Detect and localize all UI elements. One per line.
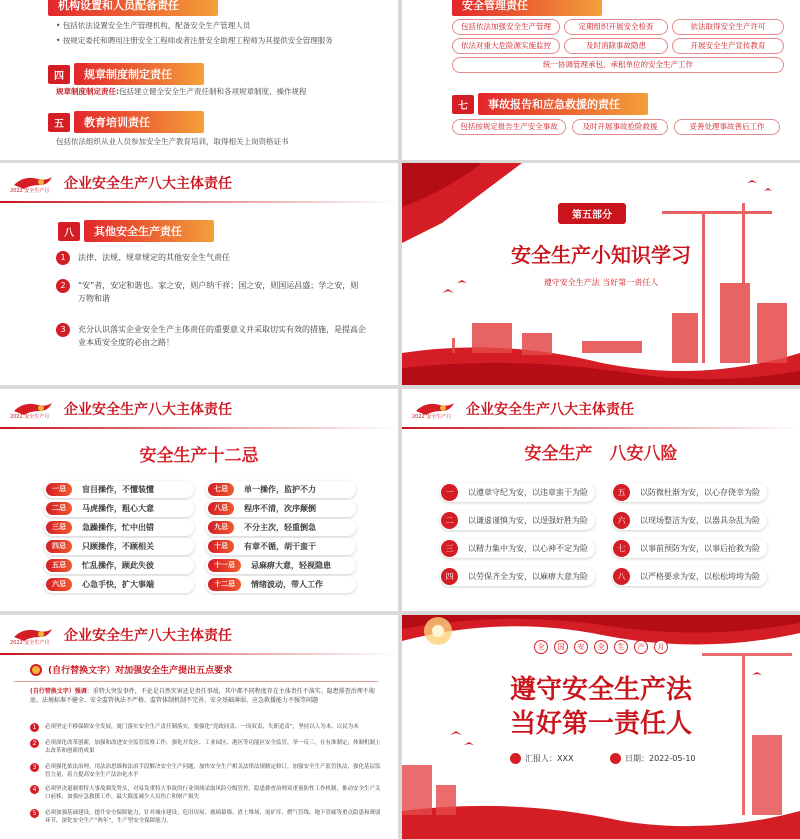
- section-number: 五: [48, 113, 70, 132]
- pill-item: 包括按规定报告生产安全事故: [452, 119, 566, 135]
- bold-label: 规章制度制定责任:: [56, 87, 119, 96]
- risk-number: 三: [441, 540, 458, 557]
- logo-year: 2022: [10, 640, 23, 646]
- item-text: 法律、法规、规章规定的其他安全生气责任: [78, 253, 230, 262]
- calendar-icon: [610, 753, 621, 764]
- text: 包括建立健全安全生产责任制和各项规章制度、操作规程: [119, 87, 307, 96]
- logo-label: 安全生产月: [24, 414, 50, 420]
- slide-title: 安全生产小知识学习: [511, 243, 691, 267]
- pill-item: 依法取得安全生产许可: [672, 19, 784, 35]
- pill-item: 妥善处理事故善后工作: [674, 119, 780, 135]
- item-number: 3: [56, 323, 70, 337]
- section-7-header: [452, 94, 648, 114]
- slide-subtitle: 遵守安全生产法 当好第一责任人: [543, 278, 659, 287]
- emblem-icon: [30, 664, 42, 676]
- risk-item: [440, 511, 595, 530]
- taboo-item: [206, 576, 356, 593]
- logo-text: [10, 639, 49, 646]
- reporter-name: XXX: [557, 754, 574, 763]
- taboo-tag: 七忌: [208, 483, 234, 496]
- slide-title: 企业安全生产八大主体责任: [64, 628, 232, 644]
- section-number: 七: [452, 95, 474, 114]
- risk-number: 六: [613, 512, 630, 529]
- slide-title: 企业安全生产八大主体责任: [466, 402, 634, 418]
- reporter-label: 汇报人：: [525, 754, 557, 763]
- risk-number: 二: [441, 512, 458, 529]
- taboo-text: 情绪波动，带人工作: [251, 580, 323, 589]
- risk-text: 以严格要求为安，以松松垮垮为险: [640, 572, 760, 581]
- list-item: [56, 323, 366, 349]
- requirement-number: 3: [30, 763, 39, 772]
- taboo-item: [44, 557, 194, 574]
- risk-text: 以劳保齐全为安，以麻痹大意为险: [468, 572, 588, 581]
- taboo-tag: 九忌: [208, 521, 234, 534]
- banner-char: 国: [554, 640, 568, 654]
- pill-item: 包括依法加强安全生产管理: [452, 19, 560, 35]
- user-icon: [510, 753, 521, 764]
- pill-item: 依法对重大危险源实施监控: [452, 38, 560, 54]
- bullet-item: • 按规定委托和聘用注册安全工程师或者注册安全助理工程师为其提供安全管理服务: [56, 36, 333, 45]
- item-number: 1: [56, 251, 70, 265]
- item-text: “安”者，安定和谐也。家之安，则户纳千祥；国之安，则国运昌盛；学之安，则万物和谐: [78, 281, 359, 303]
- section-items: [56, 20, 376, 47]
- logo-label: 安全生产月: [426, 414, 452, 420]
- slide-heading: 安全生产 八安八险: [524, 444, 678, 464]
- date-info: [610, 753, 696, 764]
- requirement-header: [30, 663, 232, 676]
- section-title: 教育培训责任: [74, 111, 204, 133]
- requirement-text: 必须坚决遏制重特大事故频发势头，对易发重特大事故的行业领域采取风险分级管控、隐患排查治理双重预防性工作机制，推动安全生产关口前移，加强应急救援工作，最大限度减少人员伤亡和财产损失: [45, 786, 381, 800]
- taboo-text: 程序不清，次序颠倒: [244, 504, 316, 513]
- list-item: [56, 279, 366, 305]
- pill-item: 定期组织开展安全检查: [564, 19, 668, 35]
- section-title: 安全管理责任: [452, 0, 602, 16]
- slide-title: 企业安全生产八大主体责任: [64, 176, 232, 192]
- section-title: 规章制度制定责任: [74, 63, 204, 85]
- banner-char: 产: [634, 640, 648, 654]
- bullet-text: 按规定委托和聘用注册安全工程师或者注册安全助理工程师为其提供安全管理服务: [62, 36, 333, 45]
- title-divider: [402, 427, 800, 429]
- safety-month-logo: [10, 173, 56, 199]
- pill-item: 及时消除事故隐患: [564, 38, 668, 54]
- taboo-text: 有章不循，胡干蛮干: [244, 542, 316, 551]
- taboo-item: [206, 538, 356, 555]
- pill-item: 开展安全生产宣传教育: [672, 38, 784, 54]
- taboo-tag: 四忌: [46, 540, 72, 553]
- section-title-bar: [48, 0, 218, 16]
- taboo-text: 马虎操作，粗心大意: [82, 504, 154, 513]
- taboo-item: [44, 576, 194, 593]
- safety-month-logo: [10, 625, 56, 651]
- requirement-item: [30, 739, 382, 755]
- pill-item-wide: 统一协调管理承包、承租单位的安全生产工作: [452, 57, 784, 73]
- requirement-number: 5: [30, 809, 39, 818]
- intro-paragraph: [30, 687, 382, 705]
- slide-title: 企业安全生产八大主体责任: [64, 402, 232, 418]
- taboo-text: 心急手快，扩大事端: [82, 580, 154, 589]
- logo-label: 安全生产月: [24, 188, 50, 194]
- taboo-tag: 十二忌: [208, 578, 241, 591]
- risk-item: [440, 539, 595, 558]
- safety-month-logo: [412, 399, 458, 425]
- taboo-tag: 十一忌: [208, 559, 241, 572]
- risk-number: 八: [613, 568, 630, 585]
- banner-char: 安: [574, 640, 588, 654]
- slide-6[interactable]: [402, 389, 800, 611]
- requirement-text: 必须深化改革创新，加强和改进安全监管监察工作，强化开发区、工业园区、港区等功能区安全监管，举一反三，在有准制定，体制机制上去改革和创新的成果: [45, 740, 381, 754]
- risk-text: 以精力集中为安，以心神不定为险: [468, 544, 588, 553]
- date-label: 日期：: [625, 754, 649, 763]
- bullet-text: 包括依法设置安全生产管理机构，配备安全生产管理人员: [62, 21, 251, 30]
- taboo-tag: 十忌: [208, 540, 234, 553]
- logo-text: [412, 413, 451, 420]
- section-8-header: [58, 221, 214, 241]
- taboo-text: 不分主次，轻重倒急: [244, 523, 316, 532]
- logo-year: 2022: [10, 188, 23, 194]
- risk-text: 以遵章守纪为安，以违章蛮干为险: [468, 488, 588, 497]
- risk-text: 以谦虚谨慎为安，以逞强好胜为险: [468, 516, 588, 525]
- requirement-item: [30, 809, 382, 825]
- slide-4[interactable]: [402, 163, 800, 385]
- section-title: 其他安全生产责任: [84, 220, 214, 242]
- divider: [14, 681, 378, 682]
- taboo-text: 盲目操作，不懂装懂: [82, 485, 154, 494]
- intro-text: ：重特大突发事件，不论是自然灾害还是责任事故，其中都不同程度存在主体责任不落实、隐患排查治理不彻底、法规标准不健全、安全监管执法不严格、监管体制机制不完善、安全基础薄弱、应急救援能力不强等问题: [30, 688, 375, 704]
- banner-char: 全: [594, 640, 608, 654]
- taboo-tag: 一忌: [46, 483, 72, 496]
- requirement-item: [30, 723, 382, 732]
- pill-item: 及时开展事故抢险救援: [572, 119, 668, 135]
- title-line-1: 遵守安全生产法: [509, 675, 692, 705]
- item-number: 2: [56, 279, 70, 293]
- section-number: 八: [58, 222, 80, 241]
- risk-item: [612, 511, 767, 530]
- taboo-text: 忙乱操作，顾此失彼: [82, 561, 154, 570]
- taboo-item: [44, 481, 194, 498]
- slide-7[interactable]: [0, 615, 398, 839]
- list-item: [56, 251, 366, 265]
- section-4-text: [56, 86, 386, 98]
- section-5-text: 包括依法组织从业人员参加安全生产教育培训，取得相关上岗资格证书: [56, 137, 289, 146]
- taboo-text: 急躁操作，忙中出错: [82, 523, 154, 532]
- risk-number: 五: [613, 484, 630, 501]
- logo-label: 安全生产月: [24, 640, 50, 646]
- logo-text: [10, 187, 49, 194]
- section-title-bar: [452, 0, 602, 16]
- slide-heading: 安全生产十二忌: [139, 446, 259, 466]
- title-divider: [0, 427, 398, 429]
- bullet-item: • 包括依法设置安全生产管理机构，配备安全生产管理人员: [56, 21, 251, 30]
- taboo-item: [206, 519, 356, 536]
- requirement-number: 1: [30, 723, 39, 732]
- slide-1[interactable]: [0, 0, 398, 160]
- requirement-number: 2: [30, 739, 39, 748]
- taboo-item: [206, 500, 356, 517]
- risk-number: 一: [441, 484, 458, 501]
- risk-number: 七: [613, 540, 630, 557]
- risk-text: 以事前预防为安，以事后抢救为险: [640, 544, 760, 553]
- taboo-tag: 二忌: [46, 502, 72, 515]
- risk-item: [440, 567, 595, 586]
- taboo-tag: 八忌: [208, 502, 234, 515]
- part-label: 第五部分: [558, 203, 626, 224]
- item-text: 充分认识落实企业安全生产主体责任的重要意义并采取切实有效的措施，是提高企业本质安全度的必由之路！: [78, 325, 366, 347]
- requirement-text: 必须坚定不移保障安全发展，厦门落实安全生产责任制落实，要强化“党政同责、一岗双责、失职追责”，坚持以人为本、以民为本: [45, 724, 359, 730]
- risk-item: [612, 483, 767, 502]
- slide-title: [402, 673, 800, 741]
- risk-item: [440, 483, 595, 502]
- taboo-item: [206, 557, 356, 574]
- section-title: 机构设置和人员配备责任: [48, 0, 218, 16]
- reporter-info: [510, 753, 573, 764]
- requirement-number: 4: [30, 785, 39, 794]
- banner-char: 生: [614, 640, 628, 654]
- taboo-text: 单一操作，监护不力: [244, 485, 316, 494]
- risk-number: 四: [441, 568, 458, 585]
- requirement-item: [30, 785, 382, 801]
- requirement-text: 必须强化依法治理，用法治思维和法治手段解决安全生产问题，加快安全生产相关法律法规制定修订，加强安全生产监管执法，强化基层监管力量，着力提高安全生产法治化水平: [45, 764, 381, 778]
- safety-month-logo: [10, 399, 56, 425]
- red-flag-construction-background: [402, 163, 800, 385]
- taboo-item: [44, 500, 194, 517]
- title-divider: [0, 201, 398, 203]
- part-badge: [558, 203, 626, 224]
- slide-2[interactable]: [402, 0, 800, 160]
- taboo-item: [206, 481, 356, 498]
- section-number: 四: [48, 65, 70, 84]
- taboo-tag: 五忌: [46, 559, 72, 572]
- requirement-item: [30, 763, 382, 779]
- risk-item: [612, 539, 767, 558]
- date-value: 2022-05-10: [649, 754, 696, 763]
- safety-month-banner: [534, 640, 668, 654]
- slide-3[interactable]: [0, 163, 398, 385]
- intro-label: (自行替换文字）强调: [30, 688, 87, 695]
- slide-8[interactable]: [402, 615, 800, 839]
- banner-char: 月: [654, 640, 668, 654]
- section-4-header: [48, 64, 204, 84]
- taboo-item: [44, 538, 194, 555]
- banner-char: 全: [534, 640, 548, 654]
- slide-5[interactable]: [0, 389, 398, 611]
- taboo-tag: 六忌: [46, 578, 72, 591]
- requirement-heading: (自行替换文字）对加强安全生产提出五点要求: [48, 666, 233, 676]
- taboo-text: 忌麻痹大意，轻视隐患: [251, 561, 331, 570]
- logo-year: 2022: [412, 414, 425, 420]
- title-divider: [0, 653, 398, 655]
- risk-text: 以现场整洁为安，以器具杂乱为险: [640, 516, 760, 525]
- title-line-2: 当好第一责任人: [509, 709, 692, 739]
- risk-text: 以防微杜渐为安，以心存侥幸为险: [640, 488, 760, 497]
- logo-text: [10, 413, 49, 420]
- taboo-item: [44, 519, 194, 536]
- taboo-tag: 三忌: [46, 521, 72, 534]
- risk-item: [612, 567, 767, 586]
- section-title: 事故报告和应急救援的责任: [478, 93, 648, 115]
- logo-year: 2022: [10, 414, 23, 420]
- section-5-header: [48, 112, 204, 132]
- requirement-text: 必须加强基础建设，提升安全保障能力，针对城市建设、危旧房屋、玻璃幕墙、渣土堆场、尾矿库、燃气管线、地下管廊等重点隐患和薄弱环节，深化安全生产“两年”，生产型安全保障能力。: [45, 810, 381, 824]
- taboo-text: 只顾操作，不顾相关: [82, 542, 154, 551]
